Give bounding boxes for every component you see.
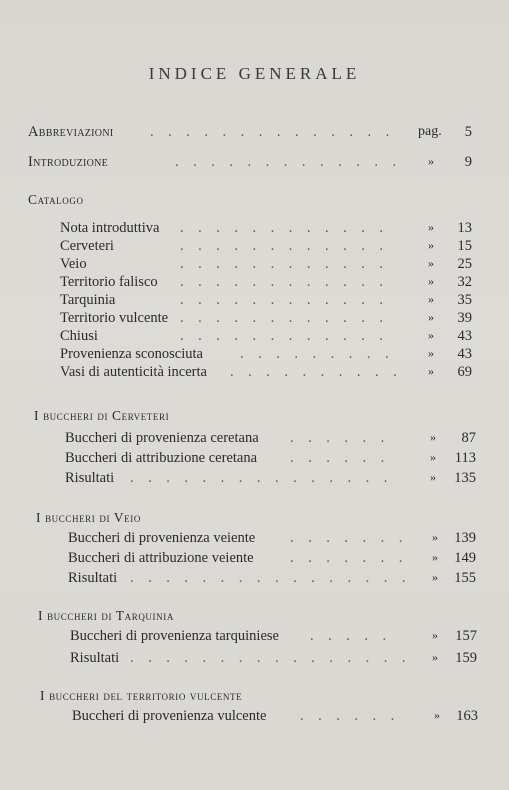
entry-label: Vasi di autenticità incerta xyxy=(60,364,207,380)
entry-mark: » xyxy=(428,256,434,270)
entry-mark: » xyxy=(428,274,434,288)
page-number: 25 xyxy=(457,256,472,272)
entry-mark: » xyxy=(428,364,434,378)
entry-mark: » xyxy=(428,346,434,360)
entry-label: Buccheri di attribuzione veiente xyxy=(68,550,254,566)
section-tarquinia: I buccheri di Tarquinia xyxy=(38,608,174,623)
section-cerveteri: I buccheri di Cerveteri xyxy=(34,408,170,423)
entry-mark: » xyxy=(428,310,434,324)
page-number: 163 xyxy=(456,708,478,724)
page-number: 13 xyxy=(457,220,472,236)
page-number: 9 xyxy=(464,154,472,170)
dot-leader: . . . . . . . . . . . . xyxy=(180,328,398,344)
entry-label: Provenienza sconosciuta xyxy=(60,346,203,362)
dot-leader: . . . . . . . . . . . . . . xyxy=(150,124,404,140)
entry-label: Veio xyxy=(60,256,87,272)
page-number: 113 xyxy=(454,450,476,466)
entry-mark: » xyxy=(428,154,434,168)
entry-mark: » xyxy=(430,450,436,464)
dot-leader: . . . . . . xyxy=(290,450,399,466)
dot-leader: . . . . . . . . . . . . . . . . xyxy=(130,650,420,666)
entry-mark: » xyxy=(428,328,434,342)
section-vulcente: I buccheri del territorio vulcente xyxy=(40,688,243,703)
dot-leader: . . . . . . xyxy=(290,430,399,446)
entry-label: Chiusi xyxy=(60,328,98,344)
entry-label: Buccheri di provenienza veiente xyxy=(68,530,256,546)
entry-label: Nota introduttiva xyxy=(60,220,160,236)
entry-label: Buccheri di provenienza tarquiniese xyxy=(70,628,279,644)
entry-label: Buccheri di provenienza ceretana xyxy=(65,430,259,446)
dot-leader: . . . . . xyxy=(310,628,401,644)
entry-label: Risultati xyxy=(68,570,118,586)
page-number: 139 xyxy=(454,530,476,546)
page-number: 69 xyxy=(457,364,472,380)
page-number: 43 xyxy=(457,328,472,344)
dot-leader: . . . . . . . . . . . . xyxy=(180,238,398,254)
entry-label: Abbreviazioni xyxy=(28,124,114,140)
entry-mark: » xyxy=(428,238,434,252)
entry-mark: » xyxy=(430,430,436,444)
page-number: 135 xyxy=(454,470,476,486)
entry-label: Introduzione xyxy=(28,154,109,170)
dot-leader: . . . . . . . . . xyxy=(240,346,404,362)
entry-mark: » xyxy=(428,220,434,234)
page-title: INDICE GENERALE xyxy=(148,64,361,83)
entry-mark: » xyxy=(432,570,438,584)
section-catalogo: Catalogo xyxy=(28,192,84,207)
dot-leader: . . . . . . . . . . xyxy=(230,364,412,380)
entry-label: Tarquinia xyxy=(60,292,116,308)
dot-leader: . . . . . . . . . . . . xyxy=(180,292,398,308)
dot-leader: . . . . . . . . . . . . . . . . xyxy=(130,570,420,586)
dot-leader: . . . . . . xyxy=(300,708,409,724)
page-number: 155 xyxy=(454,570,476,586)
page-number: 35 xyxy=(457,292,472,308)
page-number: 87 xyxy=(461,430,476,446)
dot-leader: . . . . . . . xyxy=(290,550,417,566)
entry-label: Territorio falisco xyxy=(60,274,158,290)
entry-mark: » xyxy=(432,650,438,664)
entry-label: Risultati xyxy=(65,470,115,486)
dot-leader: . . . . . . . . . . . . xyxy=(180,220,398,236)
dot-leader: . . . . . . . . . . . . xyxy=(180,274,398,290)
page-number: 32 xyxy=(457,274,472,290)
page-number: 5 xyxy=(464,124,472,140)
entry-mark: » xyxy=(432,530,438,544)
entry-mark: » xyxy=(432,628,438,642)
entry-label: Buccheri di attribuzione ceretana xyxy=(65,450,258,466)
dot-leader: . . . . . . . . . . . . xyxy=(180,256,398,272)
entry-label: Cerveteri xyxy=(60,238,114,254)
dot-leader: . . . . . . . xyxy=(290,530,417,546)
page-number: 43 xyxy=(457,346,472,362)
page-number: 159 xyxy=(455,650,477,666)
entry-mark: pag. xyxy=(418,124,442,139)
dot-leader: . . . . . . . . . . . . . xyxy=(175,154,411,170)
entry-mark: » xyxy=(428,292,434,306)
page-number: 39 xyxy=(457,310,472,326)
entry-label: Risultati xyxy=(70,650,120,666)
entry-mark: » xyxy=(432,550,438,564)
entry-label: Territorio vulcente xyxy=(60,310,169,326)
dot-leader: . . . . . . . . . . . . xyxy=(180,310,398,326)
page-number: 157 xyxy=(455,628,477,644)
section-veio: I buccheri di Veio xyxy=(36,510,141,525)
entry-mark: » xyxy=(434,708,440,722)
entry-mark: » xyxy=(430,470,436,484)
entry-label: Buccheri di provenienza vulcente xyxy=(72,708,267,724)
page-number: 15 xyxy=(457,238,472,254)
page-number: 149 xyxy=(454,550,476,566)
dot-leader: . . . . . . . . . . . . . . . xyxy=(130,470,402,486)
